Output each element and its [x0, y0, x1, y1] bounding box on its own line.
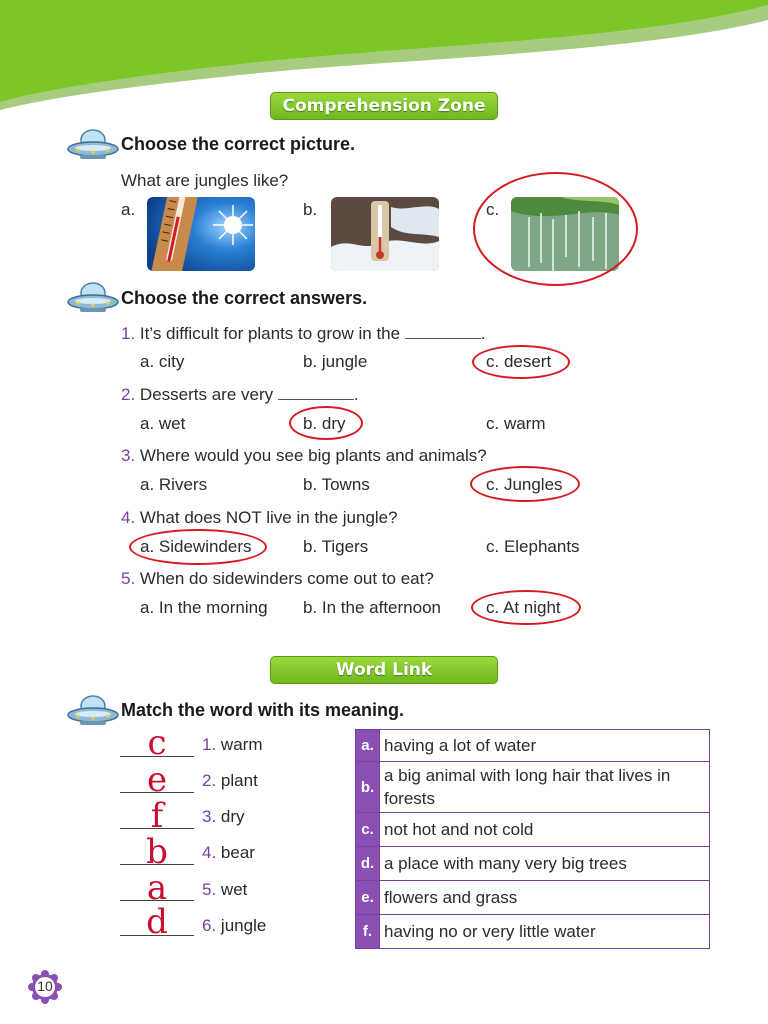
- question-4: [121, 508, 398, 528]
- meaning-letter: b.: [356, 762, 380, 813]
- question-3: [121, 446, 487, 466]
- match-word-5: [202, 880, 247, 900]
- section1-question: What are jungles like?: [121, 171, 289, 190]
- q4-option-c[interactable]: c. Elephants: [486, 537, 580, 556]
- question-text: Where would you see big plants and animals?: [139, 446, 487, 465]
- q1-option-a[interactable]: a. city: [140, 352, 185, 371]
- word-link-banner: Word Link: [270, 656, 498, 684]
- thermometer-sun-image[interactable]: [147, 197, 255, 271]
- table-row: [356, 881, 710, 915]
- word-text: jungle: [220, 916, 267, 935]
- answer-underline: [120, 935, 194, 936]
- table-row: [356, 762, 710, 813]
- q4-option-a[interactable]: a. Sidewinders: [140, 537, 252, 556]
- word-text: wet: [220, 880, 248, 899]
- q1-option-c[interactable]: c. desert: [486, 352, 552, 371]
- meaning-text: a big animal with long hair that lives in forests: [380, 762, 710, 813]
- question-text: What does NOT live in the jungle?: [139, 508, 398, 527]
- answer-circle-q2: [289, 406, 363, 440]
- table-row: [356, 847, 710, 881]
- ufo-icon: [66, 281, 120, 315]
- meaning-text: flowers and grass: [380, 881, 710, 915]
- answer-circle-picture-c: [473, 172, 638, 286]
- question-1: [121, 324, 486, 344]
- meaning-text: having no or very little water: [380, 915, 710, 949]
- q5-option-a[interactable]: a. In the morning: [140, 598, 268, 617]
- answer-underline: [120, 828, 194, 829]
- answer-blank: [405, 324, 481, 339]
- meaning-letter: d.: [356, 847, 380, 881]
- page-number: 10: [37, 978, 53, 994]
- section3-heading: Match the word with its meaning.: [121, 700, 405, 720]
- meaning-text: not hot and not cold: [380, 813, 710, 847]
- q4-option-b[interactable]: b. Tigers: [303, 537, 369, 556]
- question-2: [121, 385, 359, 405]
- word-number: 1.: [202, 735, 217, 754]
- question-number: 4.: [121, 508, 136, 527]
- question-text: It’s difficult for plants to grow in the: [139, 324, 401, 343]
- match-word-1: [202, 735, 262, 755]
- question-text: When do sidewinders come out to eat?: [139, 569, 434, 588]
- option-a-label: a.: [121, 200, 136, 219]
- q3-option-a[interactable]: a. Rivers: [140, 475, 208, 494]
- answer-underline: [120, 792, 194, 793]
- meaning-letter: e.: [356, 881, 380, 915]
- question-number: 3.: [121, 446, 136, 465]
- question-end: .: [353, 385, 359, 404]
- q5-option-c[interactable]: c. At night: [486, 598, 561, 617]
- question-end: .: [480, 324, 486, 343]
- q2-option-b[interactable]: b. dry: [303, 414, 346, 433]
- q1-option-b[interactable]: b. jungle: [303, 352, 368, 371]
- word-text: plant: [220, 771, 258, 790]
- option-c-label: c.: [486, 200, 500, 219]
- word-text: dry: [220, 807, 245, 826]
- word-number: 3.: [202, 807, 217, 826]
- question-5: [121, 569, 434, 589]
- meaning-letter: a.: [356, 730, 380, 762]
- match-word-6: [202, 916, 266, 936]
- question-number: 5.: [121, 569, 136, 588]
- thermometer-snow-image[interactable]: [331, 197, 439, 271]
- q3-option-b[interactable]: b. Towns: [303, 475, 370, 494]
- answer-blank: [278, 385, 354, 400]
- answer-circle-q4: [129, 529, 267, 565]
- answer-underline: [120, 864, 194, 865]
- match-answer-2[interactable]: e: [146, 760, 168, 800]
- word-text: bear: [220, 843, 255, 862]
- match-word-2: [202, 771, 258, 791]
- match-answer-6[interactable]: d: [146, 902, 168, 942]
- answer-underline: [120, 756, 194, 757]
- answer-circle-q3: [470, 466, 580, 502]
- meaning-table: [355, 729, 710, 949]
- q2-option-c[interactable]: c. warm: [486, 414, 546, 433]
- match-answer-4[interactable]: b: [146, 832, 168, 872]
- meaning-text: a place with many very big trees: [380, 847, 710, 881]
- match-answer-5[interactable]: a: [146, 868, 168, 908]
- word-number: 5.: [202, 880, 217, 899]
- ufo-icon: [66, 128, 120, 162]
- meaning-letter: c.: [356, 813, 380, 847]
- meaning-text: having a lot of water: [380, 730, 710, 762]
- match-word-4: [202, 843, 255, 863]
- option-b-label: b.: [303, 200, 318, 219]
- q5-option-b[interactable]: b. In the afternoon: [303, 598, 441, 617]
- match-word-3: [202, 807, 245, 827]
- q3-option-c[interactable]: c. Jungles: [486, 475, 563, 494]
- answer-underline: [120, 900, 194, 901]
- section1-heading: Choose the correct picture.: [121, 134, 356, 154]
- table-row: [356, 915, 710, 949]
- question-number: 2.: [121, 385, 136, 404]
- word-text: warm: [220, 735, 263, 754]
- match-answer-3[interactable]: f: [150, 796, 164, 836]
- word-number: 4.: [202, 843, 217, 862]
- answer-circle-q1: [472, 345, 570, 379]
- question-text: Desserts are very: [139, 385, 274, 404]
- table-row: [356, 730, 710, 762]
- q2-option-a[interactable]: a. wet: [140, 414, 186, 433]
- table-row: [356, 813, 710, 847]
- ufo-icon: [66, 694, 120, 728]
- meaning-letter: f.: [356, 915, 380, 949]
- comprehension-zone-banner: Comprehension Zone: [270, 92, 498, 120]
- word-number: 6.: [202, 916, 217, 935]
- match-answer-1[interactable]: c: [147, 723, 167, 763]
- answer-circle-q5: [471, 590, 581, 625]
- word-number: 2.: [202, 771, 217, 790]
- question-number: 1.: [121, 324, 136, 343]
- section2-heading: Choose the correct answers.: [121, 288, 368, 308]
